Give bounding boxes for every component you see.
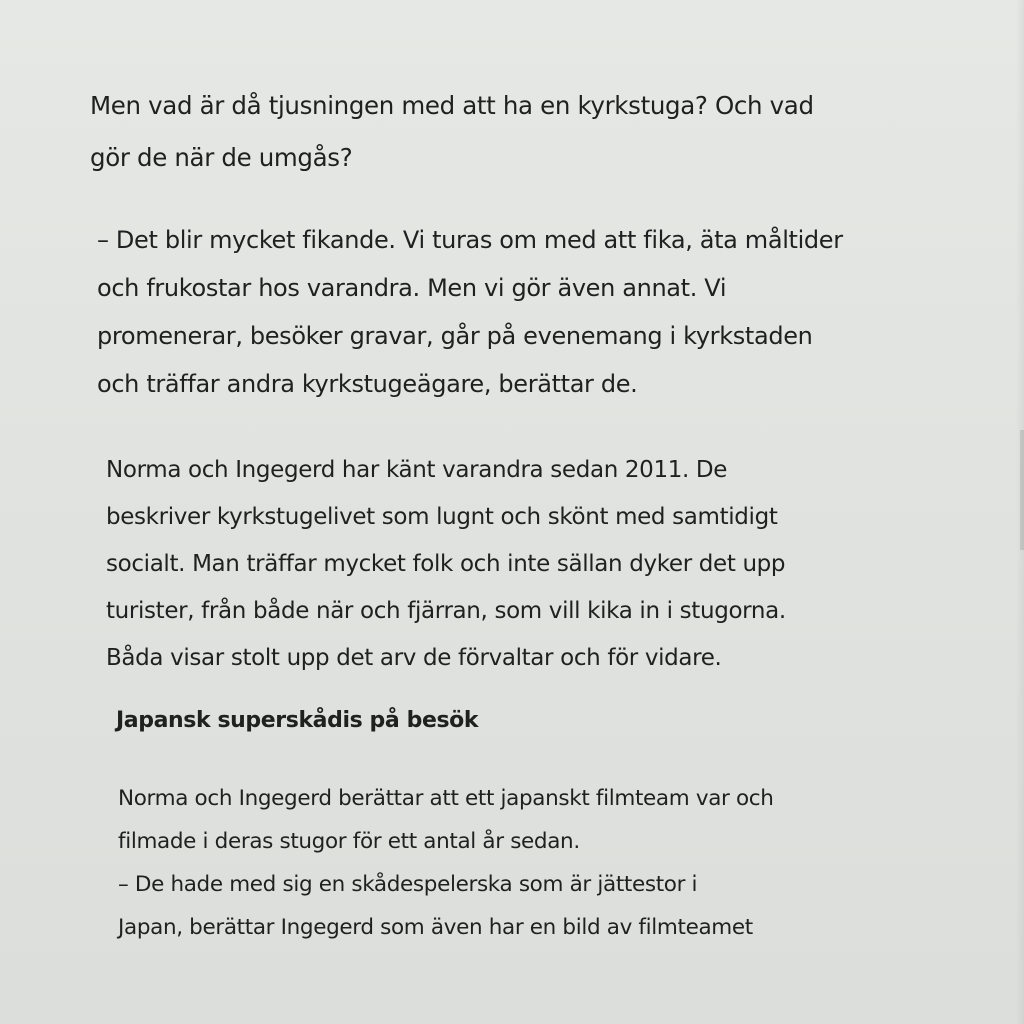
intro-paragraph (106, 447, 786, 682)
text-line: – Det blir mycket fikande. Vi turas om med att fika, äta måltider (97, 226, 843, 254)
text-line: beskriver kyrkstugelivet som lugnt och skönt med samtidigt (106, 504, 778, 530)
text-line: Men vad är då tjusningen med att ha en kyrkstuga? Och vad (90, 91, 814, 120)
section-subheading: Japansk superskådis på besök (116, 708, 479, 733)
text-line: Norma och Ingegerd har känt varandra sedan 2011. De (106, 457, 728, 483)
text-line: Japan, berättar Ingegerd som även har en bild av filmteamet (118, 915, 753, 940)
text-line: promenerar, besöker gravar, går på evenemang i kyrkstaden (97, 322, 813, 350)
answer-paragraph (97, 216, 843, 408)
text-line: gör de när de umgås? (90, 143, 353, 172)
text-line: turister, från både när och fjärran, som vill kika in i stugorna. (106, 598, 786, 624)
text-line: filmade i deras stugor för ett antal år sedan. (118, 829, 580, 854)
question-paragraph (90, 80, 814, 184)
story-paragraph (118, 777, 774, 949)
text-line: och frukostar hos varandra. Men vi gör även annat. Vi (97, 274, 727, 302)
text-line: Båda visar stolt upp det arv de förvaltar och för vidare. (106, 645, 722, 671)
text-line: Norma och Ingegerd berättar att ett japanskt filmteam var och (118, 786, 774, 811)
text-line: – De hade med sig en skådespelerska som är jättestor i (118, 872, 698, 897)
text-line: och träffar andra kyrkstugeägare, berättar de. (97, 370, 638, 398)
text-line: socialt. Man träffar mycket folk och inte sällan dyker det upp (106, 551, 786, 577)
screen-edge (1016, 0, 1024, 1024)
